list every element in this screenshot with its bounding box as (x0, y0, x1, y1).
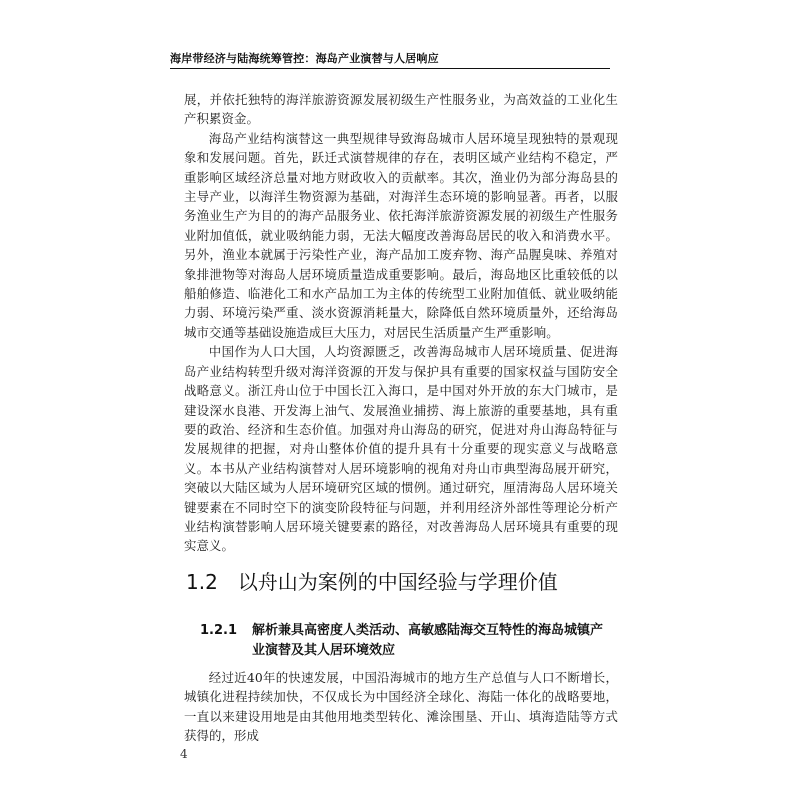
section-title: 以舟山为案例的中国经验与学理价值 (237, 570, 558, 594)
paragraph: 中国作为人口大国，人均资源匮乏，改善海岛城市人居环境质量、促进海岛产业结构转型升级对海洋资源的开发与保护具有重要的国家权益与国防安全战略意义。浙江舟山位于中国长江入海口，是中国对外开放的东大门城市，是建设深水良港、开发海上油气、发展渔业捕捞、海上旅游的重要基地，具有重要的政治、经济和生态价值。加强对舟山海岛的研究，促进对舟山海岛特征与发展规律的把握，对舟山整体价值的提升具有十分重要的现实意义与战略意义。本书从产业结构演替对人居环境影响的视角对舟山市典型海岛展开研究，突破以大陆区域为人居环境研究区域的惯例。通过研究，厘清海岛人居环境关键要素在不同时空下的演变阶段特征与问题，并利用经济外部性等理论分析产业结构演替影响人居环境关键要素的路径，对改善海岛人居环境具有重要的现实意义。 (184, 344, 618, 554)
subsection-title-line1: 解析兼具高密度人类活动、高敏感陆海交互特性的海岛城镇产 (252, 623, 604, 638)
running-head: 海岸带经济与陆海统筹管控：海岛产业演替与人居响应 (170, 52, 439, 65)
body-text-continued (184, 668, 618, 746)
page-number: 4 (180, 747, 188, 761)
body-text (184, 90, 618, 556)
subsection-title-line2: 业演替及其人居环境效应 (252, 643, 396, 658)
paragraph-continuation: 展，并依托独特的海洋旅游资源发展初级生产性服务业，为高效益的工业化生产积累资金。 (184, 92, 618, 127)
section-heading (186, 566, 616, 595)
paragraph: 海岛产业结构演替这一典型规律导致海岛城市人居环境呈现独特的景观现象和发展问题。首先，跃迁式演替规律的存在，表明区域产业结构不稳定，严重影响区域经济总量对地方财政收入的贡献率。其次，渔业仍为部分海岛县的主导产业，以海洋生物资源为基础，对海洋生态环境的影响显著。再者，以服务渔业生产为目的的海产品服务业、依托海洋旅游资源发展的初级生产性服务业附加值低，就业吸纳能力弱，无法大幅度改善海岛居民的收入和消费水平。另外，渔业本就属于污染性产业，海产品加工废弃物、海产品腥臭味、养殖对象排泄物等对海岛人居环境质量造成重要影响。最后，海岛地区比重较低的以船舶修造、临港化工和水产品加工为主体的传统型工业附加值低、就业吸纳能力弱、环境污染严重、淡水资源消耗量大，除降低自然环境质量外，还给海岛城市交通等基础设施造成巨大压力，对居民生活质量产生严重影响。 (184, 130, 618, 340)
paragraph: 经过近40年的快速发展，中国沿海城市的地方生产总值与人口不断增长，城镇化进程持续加快，不仅成长为中国经济全球化、海陆一体化的战略要地，一直以来建设用地是由其他用地类型转化、滩涂围垦、开山、填海造陆等方式获得的，形成 (184, 670, 618, 744)
subsection-number: 1.2.1 (200, 623, 238, 638)
subsection-heading (200, 621, 620, 661)
header-rule (170, 68, 610, 69)
section-number: 1.2 (186, 570, 218, 594)
